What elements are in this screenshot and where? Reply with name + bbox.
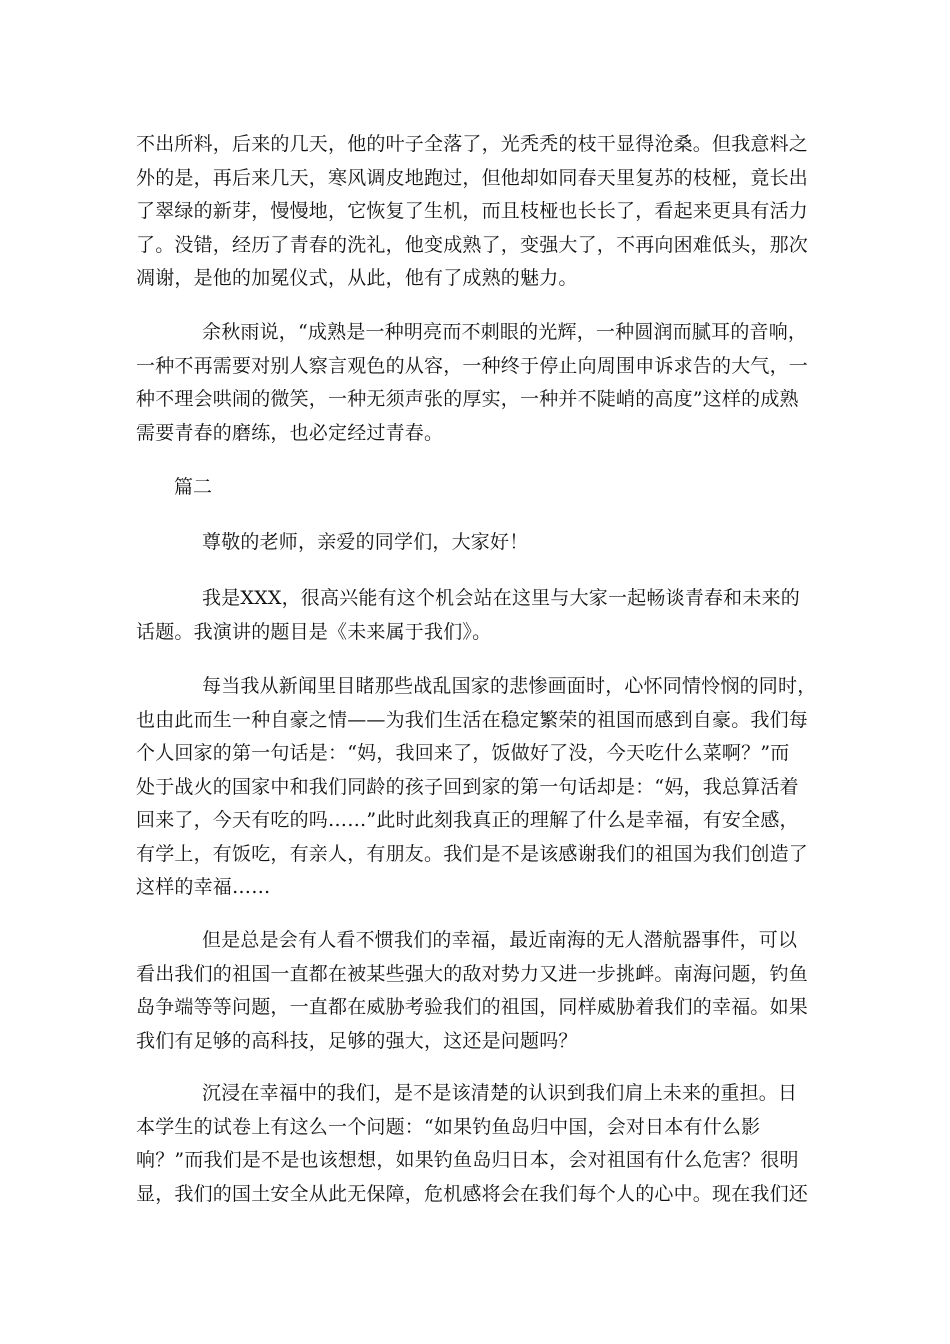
text-line: 外的是，再后来几天，寒风调皮地跑过，但他却如同春天里复苏的枝桠，竟长出 (136, 166, 809, 189)
section-heading: 篇二 (174, 476, 213, 498)
text-line: 这样的幸福…… (136, 876, 271, 898)
text-line: 了。没错，经历了青春的洗礼，他变成熟了，变强大了，不再向困难低头，那次 (136, 233, 809, 256)
text-line: 处于战火的国家中和我们同龄的孩子回到家的第一句话却是：“妈，我总算活着 (136, 775, 799, 798)
text-line: 尊敬的老师，亲爱的同学们，大家好！ (202, 531, 529, 553)
text-line: 个人回家的第一句话是：“妈，我回来了，饭做好了没，今天吃什么菜啊？”而 (136, 742, 790, 764)
text-line: 余秋雨说，“成熟是一种明亮而不刺眼的光辉，一种圆润而腻耳的音响， (202, 321, 808, 343)
text-line: 但是总是会有人看不惯我们的幸福，最近南海的无人潜航器事件，可以 (202, 929, 798, 951)
text-line: 也由此而生一种自豪之情——为我们生活在稳定繁荣的祖国而感到自豪。我们每 (136, 708, 809, 731)
paragraph-mature-tree (136, 128, 816, 296)
paragraph-responsibility (136, 1077, 816, 1211)
text-line: 响？”而我们是不是也该想想，如果钓鱼岛归日本，会对祖国有什么危害？很明 (136, 1149, 799, 1171)
paragraph-greeting (136, 526, 816, 560)
paragraph-south-sea (136, 924, 816, 1058)
text-line: 一种不再需要对别人察言观色的从容，一种终于停止向周围申诉求告的大气，一 (136, 354, 809, 377)
text-line: 不出所料，后来的几天，他的叶子全落了，光秃秃的枝干显得沧桑。但我意料之 (136, 133, 809, 155)
text-line: 我们有足够的高科技，足够的强大，这还是问题吗？ (136, 1029, 578, 1052)
text-line: 了翠绿的新芽，慢慢地，它恢复了生机，而且枝桠也长长了，看起来更具有活力 (136, 200, 809, 222)
text-line: 显，我们的国土安全从此无保障，危机感将会在我们每个人的心中。现在我们还 (136, 1182, 809, 1205)
text-line: 有学上，有饭吃，有亲人，有朋友。我们是不是该感谢我们的祖国为我们创造了 (136, 842, 809, 865)
text-line: 种不理会哄闹的微笑，一种无须声张的厚实，一种并不陡峭的高度”这样的成熟 (136, 388, 799, 410)
text-line: 凋谢，是他的加冕仪式，从此，他有了成熟的魅力。 (136, 267, 578, 289)
text-line: 本学生的试卷上有这么一个问题：“如果钓鱼岛归中国，会对日本有什么影 (136, 1115, 761, 1138)
text-line: 岛争端等等问题，一直都在威胁考验我们的祖国，同样威胁着我们的幸福。如果 (136, 996, 809, 1018)
text-line: 看出我们的祖国一直都在被某些强大的敌对势力又进一步挑衅。南海问题，钓鱼 (136, 962, 809, 985)
text-line: 需要青春的磨练，也必定经过青春。 (136, 421, 444, 444)
text-line: 我是XXX，很高兴能有这个机会站在这里与大家一起畅谈青春和未来的 (202, 587, 800, 609)
paragraph-yu-qiuyu-quote (136, 316, 816, 450)
text-line: 每当我从新闻里目睹那些战乱国家的悲惨画面时，心怀同情怜悯的同时， (202, 675, 817, 697)
paragraph-introduction (136, 582, 816, 649)
paragraph-happiness (136, 670, 816, 905)
text-line: 回来了，今天有吃的吗……”此时此刻我真正的理解了什么是幸福，有安全感， (136, 809, 799, 831)
text-line: 沉浸在幸福中的我们，是不是该清楚的认识到我们肩上未来的重担。日 (202, 1082, 798, 1104)
text-line: 话题。我演讲的题目是《未来属于我们》。 (136, 620, 492, 643)
